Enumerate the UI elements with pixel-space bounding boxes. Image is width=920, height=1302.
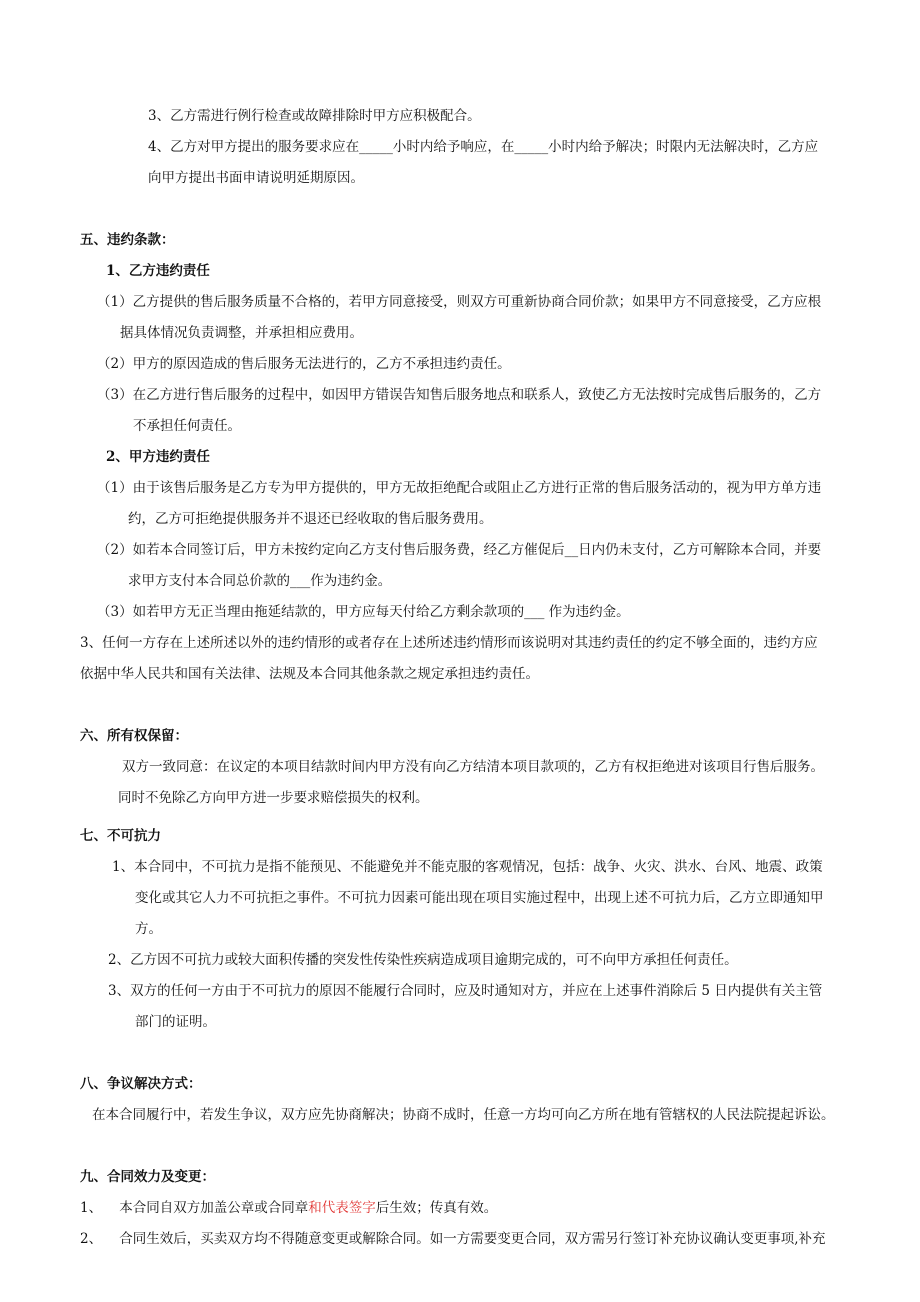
clause-7-1: 1、本合同中，不可抗力是指不能预见、不能避免并不能克服的客观情况，包括：战争、火灾、洪水、台风、地震、政策 — [112, 859, 823, 875]
section-6-heading: 六、所有权保留： — [80, 728, 188, 744]
clause-5-2-2: （2）如若本合同签订后，甲方未按约定向乙方支付售后服务费，经乙方催促后__日内仍未支付，乙方可解除本合同，并要 — [97, 542, 822, 558]
clause-5-3: 3、任何一方存在上述所述以外的违约情形的或者存在上述所述违约情形而该说明对其违约责任的约定不够全面的，违约方应 — [80, 635, 818, 651]
clause-6-body-cont: 同时不免除乙方向甲方进一步要求赔偿损失的权利。 — [118, 790, 429, 806]
clause-5-2-1-cont: 约，乙方可拒绝提供服务并不退还已经收取的售后服务费用。 — [128, 511, 493, 527]
section-9-heading: 九、合同效力及变更： — [80, 1169, 215, 1185]
highlighted-text: 和代表签字 — [308, 1200, 376, 1216]
clause-4-4-cont: 向甲方提出书面申请说明延期原因。 — [148, 170, 364, 186]
clause-5-1-1-cont: 据具体情况负责调整，并承担相应费用。 — [120, 325, 363, 341]
subsection-5-1-heading: 1、乙方违约责任 — [106, 263, 210, 279]
section-5-heading: 五、违约条款： — [80, 232, 175, 248]
clause-7-3-cont: 部门的证明。 — [135, 1014, 216, 1030]
subsection-5-2-heading: 2、甲方违约责任 — [106, 449, 210, 465]
clause-7-1-cont2: 方。 — [135, 921, 162, 937]
clause-5-1-2: （2）甲方的原因造成的售后服务无法进行的，乙方不承担违约责任。 — [97, 356, 511, 372]
clause-5-2-3: （3）如若甲方无正当理由拖延结款的，甲方应每天付给乙方剩余款项的___ 作为违约金。 — [97, 604, 630, 620]
clause-5-2-2-cont: 求甲方支付本合同总价款的___作为违约金。 — [128, 573, 392, 589]
clause-5-3-cont: 依据中华人民共和国有关法律、法规及本合同其他条款之规定承担违约责任。 — [80, 666, 539, 682]
clause-8-body: 在本合同履行中，若发生争议，双方应先协商解决；协商不成时，任意一方均可向乙方所在地有管辖权的人民法院提起诉讼。 — [92, 1107, 835, 1123]
clause-7-1-cont: 变化或其它人力不可抗拒之事件。不可抗力因素可能出现在项目实施过程中，出现上述不可抗力后，乙方立即通知甲 — [135, 890, 824, 906]
clause-9-1-text: 1、 本合同自双方加盖公章或合同章 — [80, 1200, 309, 1216]
section-7-heading: 七、不可抗力 — [80, 828, 161, 844]
clause-5-1-3-cont: 不承担任何责任。 — [133, 418, 241, 434]
clause-5-1-3: （3）在乙方进行售后服务的过程中，如因甲方错误告知售后服务地点和联系人，致使乙方无法按时完成售后服务的，乙方 — [97, 387, 822, 403]
clause-7-2: 2、乙方因不可抗力或较大面积传播的突发性传染性疾病造成项目逾期完成的，可不向甲方承担任何责任。 — [108, 952, 738, 968]
clause-9-2: 2、 合同生效后，买卖双方均不得随意变更或解除合同。如一方需要变更合同，双方需另行签订补充协议确认变更事项,补充 — [80, 1231, 826, 1247]
section-8-heading: 八、争议解决方式： — [80, 1076, 202, 1092]
clause-9-1-text-end: 后生效；传真有效。 — [375, 1200, 498, 1216]
clause-5-2-1: （1）由于该售后服务是乙方专为甲方提供的，甲方无故拒绝配合或阻止乙方进行正常的售后服务活动的，视为甲方单方违 — [97, 480, 822, 496]
clause-5-1-1: （1）乙方提供的售后服务质量不合格的，若甲方同意接受，则双方可重新协商合同价款；如果甲方不同意接受，乙方应根 — [97, 294, 822, 310]
clause-9-1 — [80, 1199, 497, 1217]
clause-6-body: 双方一致同意：在议定的本项目结款时间内甲方没有向乙方结清本项目款项的，乙方有权拒绝进对该项目行售后服务。 — [122, 759, 824, 775]
clause-4-4: 4、乙方对甲方提出的服务要求应在_____小时内给予响应，在_____小时内给予解决；时限内无法解决时，乙方应 — [148, 139, 819, 155]
clause-7-3: 3、双方的任何一方由于不可抗力的原因不能履行合同时，应及时通知对方，并应在上述事件消除后 5 日内提供有关主管 — [108, 983, 823, 999]
clause-4-3: 3、乙方需进行例行检查或故障排除时甲方应积极配合。 — [148, 108, 481, 124]
